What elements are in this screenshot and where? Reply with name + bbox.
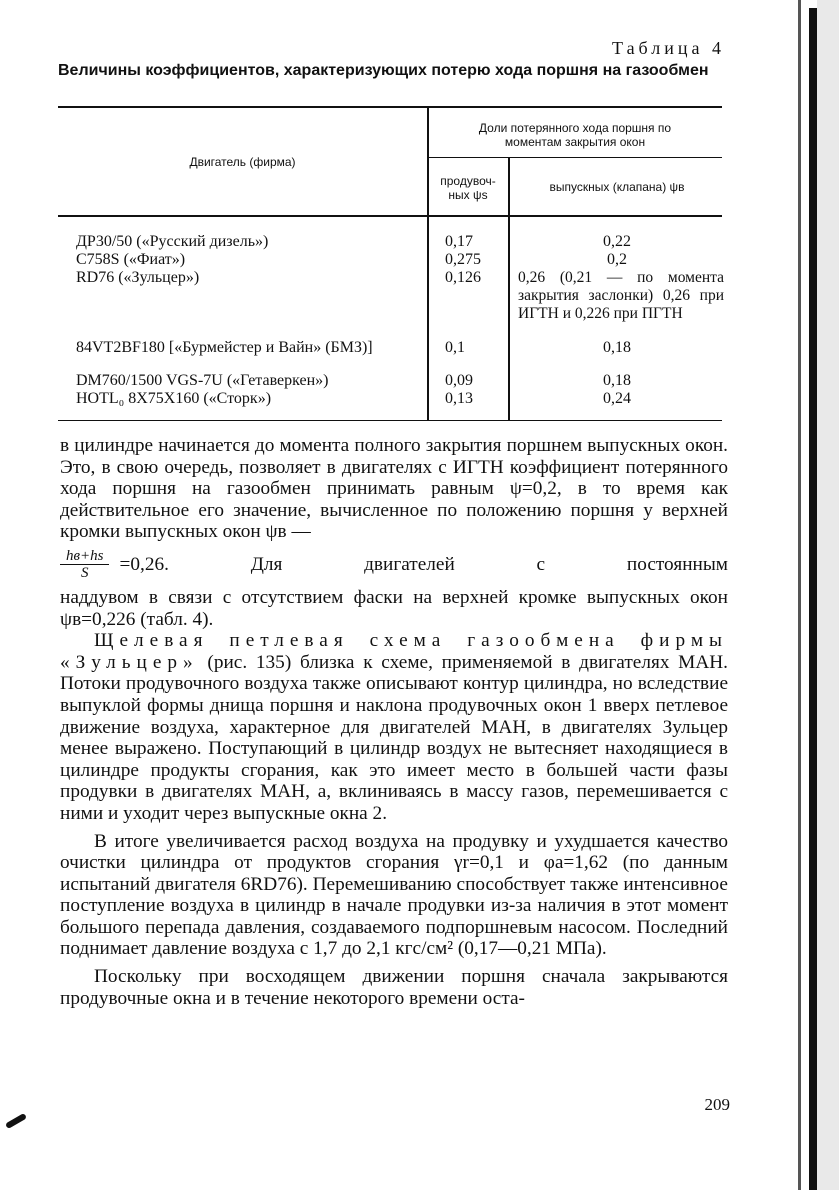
row-1-purge: 0,17	[445, 233, 473, 250]
page-edge-bar	[809, 8, 817, 1190]
row-1-exhaust: 0,22	[603, 233, 631, 250]
table-bottom-rule	[58, 420, 722, 421]
row-6-engine: HOTL₀ 8X75X160 («Сторк»)	[76, 390, 272, 407]
formula-fraction	[60, 548, 109, 581]
header-purge-line2: ных ψs	[448, 188, 488, 202]
row-2-purge: 0,275	[445, 251, 481, 268]
row-3-exhaust: 0,26 (0,21 — по момента закрытия заслонки) 0,26 при ИГТН и 0,226 при ПГТН	[518, 269, 724, 322]
paragraph-1a: в цилиндре начинается до момента полного закрытия поршнем выпускных окон. Это, в свою очередь, позволяет в двигателях с ИГТН коэффициент потерянного хода поршня на газообмен принимать равным ψ=0,2, в то время как действительное его значение, вычисленное по положению поршня у верхней кромки выпускных окон ψв —	[60, 435, 728, 543]
body-text	[60, 435, 728, 1009]
formula-numerator: hв+hs	[60, 548, 109, 565]
row-6-exhaust: 0,24	[603, 390, 631, 407]
row-6-purge: 0,13	[445, 390, 473, 407]
paragraph-2	[60, 630, 728, 824]
paragraph-4: Поскольку при восходящем движении поршня сначала закрываются продувочные окна и в течение некоторого времени оста-	[60, 966, 728, 1009]
formula-result: =0,26. Для двигателей с постоянным	[119, 554, 728, 576]
table-caption: Величины коэффициентов, характеризующих потерю хода поршня на газообмен	[58, 62, 709, 79]
table-col-divider-1	[427, 107, 429, 421]
table-col-divider-2	[508, 157, 510, 421]
header-exhaust: выпускных (клапана) ψв	[549, 180, 685, 194]
row-5-purge: 0,09	[445, 372, 473, 389]
sulzer-scheme-heading: Щелевая петлевая схема газообмена фирмы «Зульцер»	[60, 630, 728, 673]
row-5-exhaust: 0,18	[603, 372, 631, 389]
paragraph-2-text: (рис. 135) близка к схеме, применяемой в двигателях МАН. Потоки продувочного воздуха также описывают контур цилиндра, но вследствие выпуклой формы днища поршня и наклона продувочных окон 1 вверх петлевое движение воздуха, характерное для двигателей МАН, в двигателях Зульцер менее выражено. Поступающий в цилиндр воздух не вытесняет находящиеся в цилиндре продукты сгорания, как это имеет место в большей части фазы продувки в двигателях МАН, а, вклиниваясь в массу газов, перемешивается с ними и уходит через выпускные окна 2.	[60, 651, 728, 824]
page-edge-shadow	[817, 0, 839, 1190]
row-3-purge: 0,126	[445, 269, 481, 286]
row-4-exhaust: 0,18	[603, 339, 631, 356]
row-4-purge: 0,1	[445, 339, 465, 356]
row-1-engine: ДР30/50 («Русский дизель»)	[76, 233, 269, 250]
header-engine: Двигатель (фирма)	[189, 155, 296, 169]
table-top-rule	[58, 106, 722, 108]
header-group: Доли потерянного хода поршня по моментам закрытия окон	[478, 121, 672, 149]
paragraph-3: В итоге увеличивается расход воздуха на продувку и ухудшается качество очистки цилиндра от продуктов сгорания γr=0,1 и φa=1,62 (по данным испытаний двигателя 6RD76). Перемешиванию способствует также интенсивное поступление воздуха в цилиндр в начале продувки из-за наличия в этот момент большого перепада давления, создаваемого подпоршневым насосом. Последний поднимает давление воздуха с 1,7 до 2,1 кгс/см² (0,17—0,21 МПа).	[60, 830, 728, 960]
header-purge	[429, 174, 507, 202]
scan-mark	[5, 1113, 27, 1129]
table-label: Таблица 4	[612, 38, 725, 58]
header-purge-line1: продувоч-	[440, 174, 496, 188]
paragraph-1c: наддувом в связи с отсутствием фаски на верхней кромке выпускных окон ψв=0,226 (табл. 4).	[60, 586, 728, 630]
table-subheader-rule	[427, 157, 722, 158]
formula-line	[60, 543, 728, 587]
row-4-engine: 84VT2BF180 [«Бурмейстер и Вайн» (БМЗ)]	[76, 339, 373, 356]
row-2-engine: C758S («Фиат»)	[76, 251, 186, 268]
formula-denominator: S	[80, 565, 89, 582]
row-2-exhaust: 0,2	[607, 251, 627, 268]
page-edge-line	[798, 0, 801, 1190]
row-3-engine: RD76 («Зульцер»)	[76, 269, 200, 286]
row-5-engine: DM760/1500 VGS-7U («Гетаверкен»)	[76, 372, 329, 389]
page-number: 209	[704, 1095, 730, 1114]
table-header-rule	[58, 215, 722, 217]
